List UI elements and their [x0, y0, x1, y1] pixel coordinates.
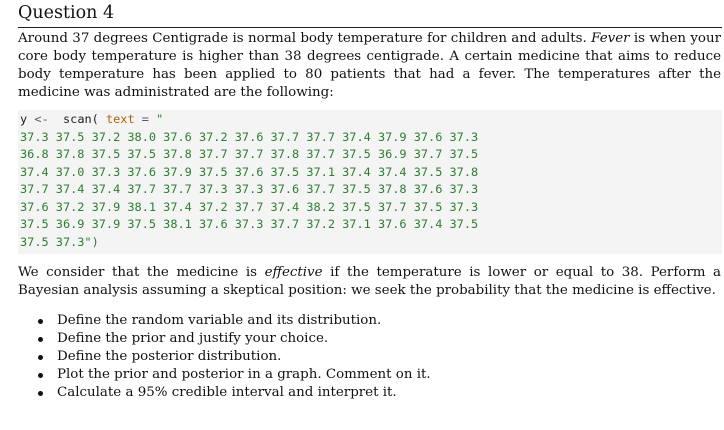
- data-line: 36.8 37.8 37.5 37.5 37.8 37.7 37.7 37.8 37.7 37.5 36.9 37.7 37.5: [20, 147, 479, 161]
- data-line: 37.4 37.0 37.3 37.6 37.9 37.5 37.6 37.5 37.1 37.4 37.4 37.5 37.8: [20, 164, 479, 179]
- analysis-text-1: We consider that the medicine is: [18, 265, 265, 280]
- task-list: [38, 312, 431, 402]
- code-open-quote: ": [156, 112, 164, 126]
- intro-text-1: Around 37 degrees Centigrade is normal body temperature for children and adults.: [18, 31, 592, 46]
- analysis-paragraph: [18, 264, 721, 300]
- code-argument: text: [105, 112, 135, 126]
- effective-term: effective: [264, 265, 323, 280]
- r-code-block: [18, 110, 722, 254]
- code-assign-operator: <-: [34, 112, 49, 126]
- task-item: Define the posterior distribution.: [38, 348, 431, 366]
- code-function: scan(: [63, 112, 99, 126]
- data-line: 37.7 37.4 37.4 37.7 37.7 37.3 37.3 37.6 37.7 37.5 37.8 37.6 37.3: [20, 182, 479, 196]
- data-line: 37.5 36.9 37.9 37.5 38.1 37.6 37.3 37.7 37.2 37.1 37.6 37.4 37.5: [20, 217, 479, 231]
- code-variable: y: [20, 112, 28, 126]
- task-item: Define the prior and justify your choice.: [38, 330, 431, 348]
- data-line-last: 37.5 37.3"): [20, 234, 99, 249]
- data-line: 37.6 37.2 37.9 38.1 37.4 37.2 37.7 37.4 38.2 37.5 37.7 37.5 37.3: [20, 199, 479, 214]
- question-title: Question 4: [18, 2, 722, 28]
- analysis-text-2: if the temperature is lower or equal to 38. Perform a Bayesian analysis assuming a skeptical position: we seek the probability that the medicine is effective.: [18, 265, 721, 298]
- data-line: 37.3 37.5 37.2 38.0 37.6 37.2 37.6 37.7 37.7 37.4 37.9 37.6 37.3: [20, 129, 479, 144]
- code-equals: =: [141, 112, 149, 126]
- fever-term: Fever: [591, 31, 630, 46]
- intro-paragraph: [18, 30, 721, 102]
- task-item: Plot the prior and posterior in a graph. Comment on it.: [38, 366, 431, 384]
- intro-text-2: is when your core body temperature is higher than 38 degrees centigrade. A certain medicine that aims to reduce body temperature has been applied to 80 patients that had a fever. The temperatures after the medicine was administrated are the following:: [18, 31, 721, 100]
- task-item: Calculate a 95% credible interval and interpret it.: [38, 384, 431, 402]
- task-item: Define the random variable and its distribution.: [38, 312, 431, 330]
